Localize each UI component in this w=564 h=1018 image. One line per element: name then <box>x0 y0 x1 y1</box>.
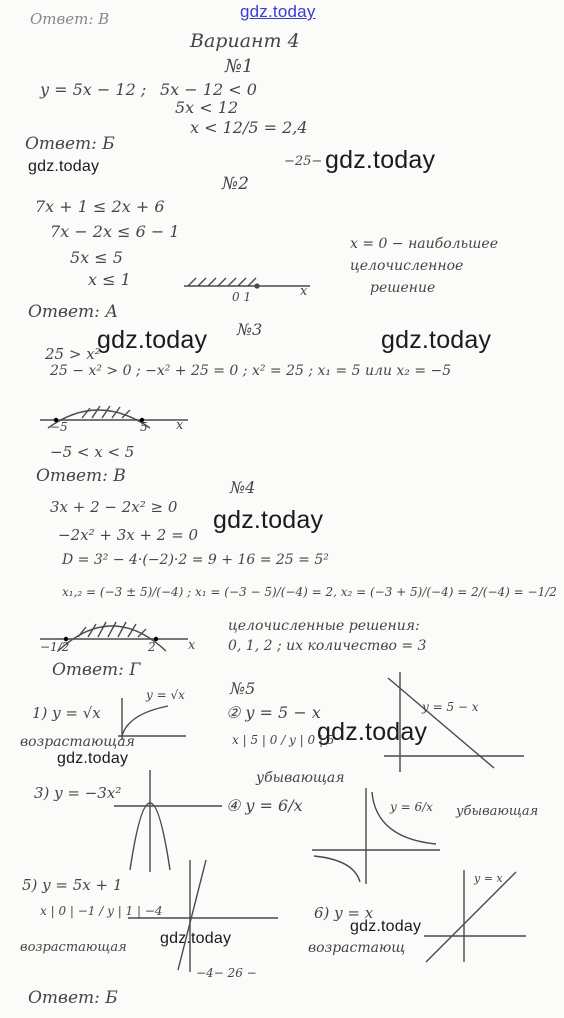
linear-increasing-graph <box>126 856 286 976</box>
task2-note: x = 0 − наибольшее <box>350 236 498 252</box>
task3-answer: Ответ: В <box>36 466 126 486</box>
task5-f6-eq: 6) y = x <box>314 904 374 922</box>
task2-line: 7x + 1 ≤ 2x + 6 <box>35 197 165 216</box>
task5-f6-trend: возрастающ <box>308 940 406 956</box>
task4-line: D = 3² − 4·(−2)·2 = 9 + 16 = 25 = 5² <box>62 552 329 568</box>
task4-note: 0, 1, 2 ; их количество = 3 <box>228 638 427 654</box>
task5-f3-eq: 3) y = −3x² <box>34 784 122 802</box>
watermark: gdz.today <box>97 326 208 354</box>
watermark: gdz.today <box>28 158 100 175</box>
watermark: gdz.today <box>57 750 129 767</box>
page-mark: −4− 26 − <box>196 966 257 980</box>
task5-f1-eq: 1) y = √x <box>32 704 101 722</box>
watermark: gdz.today <box>317 718 428 746</box>
task5-answer: Ответ: Б <box>28 988 118 1008</box>
task5-f4-trend: убывающая <box>456 804 539 819</box>
watermark: gdz.today <box>350 918 422 935</box>
task4-axis-label: 2 <box>148 640 156 654</box>
task1-line: x < 12/5 = 2,4 <box>190 118 308 137</box>
task5-f5-table: x | 0 | −1 / y | 1 | −4 <box>40 904 163 918</box>
task2-note: решение <box>370 280 436 296</box>
task2-axis-label: 0 1 <box>232 290 252 304</box>
task5-f4-eq: ④ y = 6/x <box>226 796 303 815</box>
task5-f5-trend: возрастающая <box>20 940 127 955</box>
task1-number: №1 <box>225 56 254 77</box>
task4-number: №4 <box>230 478 256 497</box>
task2-axis-label: x <box>300 284 308 299</box>
watermark: gdz.today <box>160 930 232 947</box>
task3-line: 25 > x² <box>45 345 101 363</box>
task3-line: 25 − x² > 0 ; −x² + 25 = 0 ; x² = 25 ; x₁ = 5 или x₂ = −5 <box>50 363 452 379</box>
task3-axis-label: x <box>176 418 184 433</box>
watermark-top[interactable]: gdz.today <box>240 2 316 21</box>
task3-line: −5 < x < 5 <box>50 443 135 461</box>
task2-line: x ≤ 1 <box>88 270 131 289</box>
task5-f5-eq: 5) y = 5x + 1 <box>22 876 123 894</box>
task5-f4-graph-label: y = 6/x <box>390 800 433 814</box>
task2-number: №2 <box>222 174 249 194</box>
task5-f2-graph-label: y = 5 − x <box>422 700 479 714</box>
task1-answer: Ответ: Б <box>25 134 115 154</box>
task3-axis-label: 5 <box>140 420 148 434</box>
task5-f2-trend: убывающая <box>256 770 345 786</box>
task2-line: 7x − 2x ≤ 6 − 1 <box>50 222 180 241</box>
task2-line: 5x ≤ 5 <box>70 248 123 267</box>
task5-f1-graph-label: y = √x <box>146 688 185 702</box>
watermark: gdz.today <box>213 506 324 534</box>
task3-number: №3 <box>237 320 263 339</box>
task5-f1-trend: возрастающая <box>20 734 135 750</box>
task1-line: 5x < 12 <box>175 98 239 117</box>
task4-line: x₁,₂ = (−3 ± 5)/(−4) ; x₁ = (−3 − 5)/(−4) = 2, x₂ = (−3 + 5)/(−4) = 2/(−4) = −1/2 <box>62 585 557 599</box>
task4-line: 3x + 2 − 2x² ≥ 0 <box>50 498 178 516</box>
task2-number-line <box>182 270 332 300</box>
task5-f2-table: x | 5 | 0 / y | 0 | 5 <box>232 733 335 747</box>
task4-note: целочисленные решения: <box>228 618 420 634</box>
task4-axis-label: −1/2 <box>40 640 70 654</box>
page-mark: −25− <box>284 154 323 169</box>
task2-answer: Ответ: А <box>28 302 119 322</box>
variant-title: Вариант 4 <box>190 30 300 52</box>
task5-f6-graph-label: y = x <box>474 872 503 885</box>
task1-line: 5x − 12 < 0 <box>160 80 257 99</box>
task4-axis-label: x <box>188 638 196 653</box>
task3-axis-label: −5 <box>50 420 68 434</box>
task4-answer: Ответ: Г <box>52 660 141 680</box>
linear-decreasing-graph <box>376 664 526 774</box>
task5-number: №5 <box>230 679 256 698</box>
task2-note: целочисленное <box>350 258 464 274</box>
task1-line: y = 5x − 12 ; <box>40 80 147 99</box>
task5-f2-eq: ② y = 5 − x <box>226 703 321 722</box>
watermark: gdz.today <box>381 326 492 354</box>
task4-line: −2x² + 3x + 2 = 0 <box>58 526 198 544</box>
watermark: gdz.today <box>325 146 436 174</box>
top-left-fragment: Ответ: В <box>30 10 110 28</box>
